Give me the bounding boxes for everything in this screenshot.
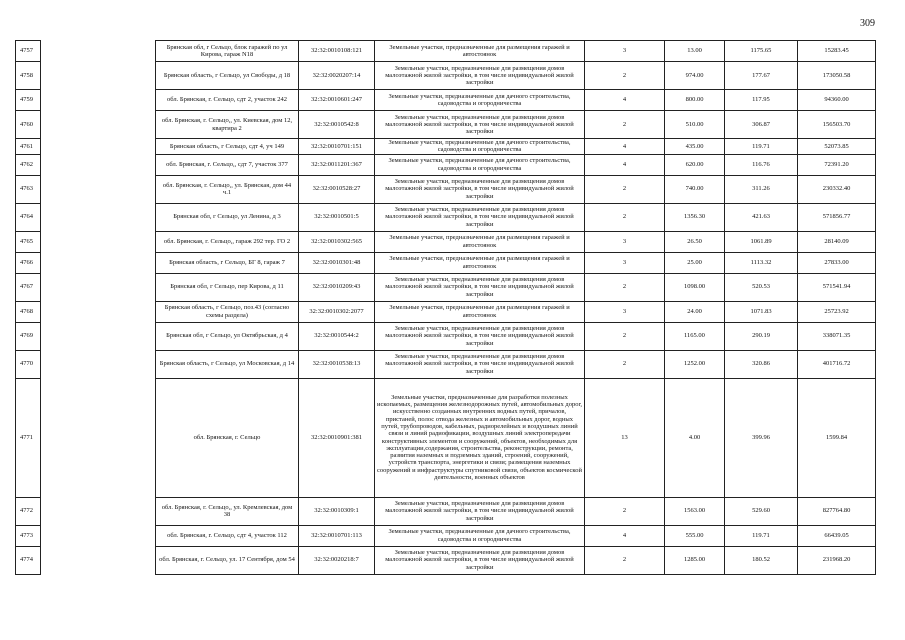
row-group: 2 (585, 62, 665, 90)
row-cadastral-value: 156503.70 (798, 111, 876, 139)
row-id: 4765 (16, 231, 41, 252)
row-group: 3 (585, 231, 665, 252)
row-area: 555.00 (665, 525, 725, 546)
table-row (16, 62, 876, 90)
row-address: Брянская область, г Сельцо, сдт 4, уч 149 (156, 139, 299, 155)
row-land-use: Земельные участки, предназначенные для размещения гаражей и автостоянок (375, 252, 585, 273)
row-address: обл. Брянская, г. Сельцо, сдт 4, участок 112 (156, 525, 299, 546)
row-cadastral-number: 32:32:0010538:13 (299, 350, 375, 378)
row-group: 4 (585, 90, 665, 111)
row-land-use: Земельные участки, предназначенные для размещения домов малоэтажной жилой застройки, в том числе индивидуальной жилой застройки (375, 497, 585, 525)
table-row (16, 154, 876, 175)
row-address: обл. Брянская, г. Сельцо (156, 378, 299, 497)
gap-cell (41, 273, 156, 301)
row-address: обл. Брянская, г. Сельцо, сдт 2, участок 242 (156, 90, 299, 111)
gap-cell (41, 90, 156, 111)
row-rate: 116.76 (725, 154, 798, 175)
row-group: 2 (585, 111, 665, 139)
row-cadastral-value: 72391.20 (798, 154, 876, 175)
row-group: 3 (585, 301, 665, 322)
row-cadastral-number: 32:32:0011201:367 (299, 154, 375, 175)
gap-cell (41, 175, 156, 203)
row-area: 974.00 (665, 62, 725, 90)
gap-cell (41, 497, 156, 525)
row-id: 4770 (16, 350, 41, 378)
gap-cell (41, 231, 156, 252)
row-id: 4767 (16, 273, 41, 301)
row-area: 1563.00 (665, 497, 725, 525)
row-cadastral-number: 32:32:0010544:2 (299, 322, 375, 350)
row-cadastral-value: 15283.45 (798, 41, 876, 62)
row-land-use: Земельные участки, предназначенные для размещения домов малоэтажной жилой застройки, в том числе индивидуальной жилой застройки (375, 350, 585, 378)
row-cadastral-value: 66439.05 (798, 525, 876, 546)
row-cadastral-value: 231968.20 (798, 546, 876, 574)
row-area: 25.00 (665, 252, 725, 273)
row-address: обл. Брянская, г. Сельцо, ул. 17 Сентября, дом 54 (156, 546, 299, 574)
table-row (16, 350, 876, 378)
row-land-use: Земельные участки, предназначенные для размещения домов малоэтажной жилой застройки, в том числе индивидуальной жилой застройки (375, 273, 585, 301)
row-cadastral-value: 52073.85 (798, 139, 876, 155)
table-row (16, 301, 876, 322)
row-land-use: Земельные участки, предназначенные для разработки полезных ископаемых, размещения железнодорожных путей, автомобильных дорог, искусственно созданных внутренних водных путей, причалов, пристаней, полос отвода железных и автомобильных дорог, водных путей, трубопроводов, кабельных, радиорелейных и воздушных линий связи и линий радиофикации, воздушных линий электропередачи конструктивных элементов и сооружений, объектов, необходимых для эксплуатации,содержания, строительства, реконструкции, ремонта, развития наземных и подземных зданий, строений, сооружений, устройств транспорта, энергетики и связи; размещения наземных сооружений и инфраструктуры спутниковой связи, объектов космической деятельности, военных объектов (375, 378, 585, 497)
gap-cell (41, 203, 156, 231)
row-group: 3 (585, 41, 665, 62)
row-address: обл. Брянская, г. Сельцо,, сдт 7, участок 377 (156, 154, 299, 175)
row-id: 4762 (16, 154, 41, 175)
row-group: 2 (585, 350, 665, 378)
row-cadastral-number: 32:32:0010309:1 (299, 497, 375, 525)
table-row (16, 139, 876, 155)
row-rate: 520.53 (725, 273, 798, 301)
table-row (16, 273, 876, 301)
row-area: 1285.00 (665, 546, 725, 574)
table-row (16, 111, 876, 139)
row-land-use: Земельные участки, предназначенные для размещения домов малоэтажной жилой застройки, в том числе индивидуальной жилой застройки (375, 111, 585, 139)
row-cadastral-number: 32:32:0010108:121 (299, 41, 375, 62)
row-id: 4764 (16, 203, 41, 231)
gap-cell (41, 378, 156, 497)
row-area: 24.00 (665, 301, 725, 322)
row-address: обл. Брянская, г. Сельцо,, ул. Киевская, дом 12, квартира 2 (156, 111, 299, 139)
table-row (16, 497, 876, 525)
table-row (16, 546, 876, 574)
row-id: 4761 (16, 139, 41, 155)
row-rate: 529.60 (725, 497, 798, 525)
row-id: 4757 (16, 41, 41, 62)
row-cadastral-value: 28140.09 (798, 231, 876, 252)
row-id: 4768 (16, 301, 41, 322)
table-row (16, 41, 876, 62)
row-area: 620.00 (665, 154, 725, 175)
row-id: 4773 (16, 525, 41, 546)
row-group: 4 (585, 154, 665, 175)
row-id: 4769 (16, 322, 41, 350)
gap-cell (41, 322, 156, 350)
row-group: 4 (585, 525, 665, 546)
row-area: 510.00 (665, 111, 725, 139)
row-address: Брянская область, г Сельцо, ул Московская, д 14 (156, 350, 299, 378)
row-cadastral-value: 827764.80 (798, 497, 876, 525)
row-land-use: Земельные участки, предназначенные для дачного строительства, садоводства и огородничества (375, 154, 585, 175)
row-cadastral-value: 94360.00 (798, 90, 876, 111)
gap-cell (41, 525, 156, 546)
row-group: 4 (585, 139, 665, 155)
row-address: Брянская обл, г Сельцо, пер Кирова, д 11 (156, 273, 299, 301)
row-rate: 1061.89 (725, 231, 798, 252)
table-row (16, 322, 876, 350)
table-row (16, 525, 876, 546)
row-land-use: Земельные участки, предназначенные для размещения домов малоэтажной жилой застройки, в том числе индивидуальной жилой застройки (375, 175, 585, 203)
row-rate: 1113.32 (725, 252, 798, 273)
row-id: 4771 (16, 378, 41, 497)
gap-cell (41, 62, 156, 90)
row-land-use: Земельные участки, предназначенные для размещения домов малоэтажной жилой застройки, в том числе индивидуальной жилой застройки (375, 203, 585, 231)
row-cadastral-number: 32:32:0010501:5 (299, 203, 375, 231)
row-area: 4.00 (665, 378, 725, 497)
row-cadastral-number: 32:32:0010209:43 (299, 273, 375, 301)
row-area: 740.00 (665, 175, 725, 203)
row-rate: 177.67 (725, 62, 798, 90)
row-cadastral-number: 32:32:0010901:381 (299, 378, 375, 497)
row-address: обл. Брянская, г. Сельцо,, гараж 292 тер. ГО 2 (156, 231, 299, 252)
table-body (16, 41, 876, 575)
row-area: 1252.00 (665, 350, 725, 378)
row-address: Брянская обл, г Сельцо, ул Ленина, д 3 (156, 203, 299, 231)
row-cadastral-number: 32:32:0020218:7 (299, 546, 375, 574)
row-group: 2 (585, 273, 665, 301)
row-area: 26.50 (665, 231, 725, 252)
table-row (16, 231, 876, 252)
table-row (16, 203, 876, 231)
row-address: Брянская область, г Сельцо, поз.43 (согласно схемы раздела) (156, 301, 299, 322)
row-rate: 399.96 (725, 378, 798, 497)
row-id: 4774 (16, 546, 41, 574)
land-registry-table (15, 40, 876, 575)
row-group: 13 (585, 378, 665, 497)
row-cadastral-number: 32:32:0010701:151 (299, 139, 375, 155)
row-address: Брянская область, г Сельцо, БГ 8, гараж 7 (156, 252, 299, 273)
row-cadastral-number: 32:32:0010301:48 (299, 252, 375, 273)
row-cadastral-value: 25723.92 (798, 301, 876, 322)
row-rate: 320.86 (725, 350, 798, 378)
row-rate: 311.26 (725, 175, 798, 203)
row-cadastral-number: 32:32:0010302:2077 (299, 301, 375, 322)
gap-cell (41, 139, 156, 155)
row-id: 4772 (16, 497, 41, 525)
row-area: 1165.00 (665, 322, 725, 350)
gap-cell (41, 350, 156, 378)
row-land-use: Земельные участки, предназначенные для размещения домов малоэтажной жилой застройки, в том числе индивидуальной жилой застройки (375, 322, 585, 350)
row-cadastral-value: 338071.35 (798, 322, 876, 350)
row-group: 2 (585, 203, 665, 231)
row-cadastral-number: 32:32:0010542:8 (299, 111, 375, 139)
row-rate: 306.87 (725, 111, 798, 139)
row-cadastral-number: 32:32:0010302:565 (299, 231, 375, 252)
row-id: 4763 (16, 175, 41, 203)
row-id: 4758 (16, 62, 41, 90)
row-id: 4759 (16, 90, 41, 111)
gap-cell (41, 301, 156, 322)
row-group: 2 (585, 175, 665, 203)
row-cadastral-value: 571541.94 (798, 273, 876, 301)
row-cadastral-number: 32:32:0010601:247 (299, 90, 375, 111)
table-row (16, 175, 876, 203)
table-row (16, 90, 876, 111)
row-address: обл. Брянская, г. Сельцо,, ул. Брянская, дом 44 ч.1 (156, 175, 299, 203)
row-rate: 119.71 (725, 525, 798, 546)
table-row (16, 378, 876, 497)
page-number: 309 (860, 18, 875, 29)
row-group: 3 (585, 252, 665, 273)
row-rate: 1175.65 (725, 41, 798, 62)
gap-cell (41, 111, 156, 139)
row-group: 2 (585, 322, 665, 350)
row-cadastral-value: 173050.58 (798, 62, 876, 90)
row-cadastral-value: 27833.00 (798, 252, 876, 273)
gap-cell (41, 546, 156, 574)
row-rate: 180.52 (725, 546, 798, 574)
row-rate: 421.63 (725, 203, 798, 231)
row-cadastral-number: 32:32:0010701:113 (299, 525, 375, 546)
row-id: 4760 (16, 111, 41, 139)
row-cadastral-value: 401716.72 (798, 350, 876, 378)
row-rate: 290.19 (725, 322, 798, 350)
row-land-use: Земельные участки, предназначенные для дачного строительства, садоводства и огородничества (375, 525, 585, 546)
row-land-use: Земельные участки, предназначенные для размещения гаражей и автостоянок (375, 231, 585, 252)
row-area: 1356.30 (665, 203, 725, 231)
row-group: 2 (585, 546, 665, 574)
row-area: 435.00 (665, 139, 725, 155)
gap-cell (41, 41, 156, 62)
row-land-use: Земельные участки, предназначенные для размещения домов малоэтажной жилой застройки, в том числе индивидуальной жилой застройки (375, 62, 585, 90)
row-cadastral-value: 230332.40 (798, 175, 876, 203)
row-land-use: Земельные участки, предназначенные для размещения гаражей и автостоянок (375, 41, 585, 62)
row-rate: 117.95 (725, 90, 798, 111)
gap-cell (41, 154, 156, 175)
row-address: Брянская обл, г Сельцо, блок гаражей по ул Кирова, гараж N18 (156, 41, 299, 62)
row-land-use: Земельные участки, предназначенные для дачного строительства, садоводства и огородничества (375, 139, 585, 155)
table-row (16, 252, 876, 273)
row-address: Брянская обл, г Сельцо, ул Октябрьская, д 4 (156, 322, 299, 350)
row-group: 2 (585, 497, 665, 525)
row-address: Брянская область, г Сельцо, ул Свободы, д 18 (156, 62, 299, 90)
row-cadastral-number: 32:32:0010528:27 (299, 175, 375, 203)
row-id: 4766 (16, 252, 41, 273)
row-cadastral-value: 1599.84 (798, 378, 876, 497)
row-area: 800.00 (665, 90, 725, 111)
row-cadastral-number: 32:32:0020207:14 (299, 62, 375, 90)
row-address: обл. Брянская, г. Сельцо,, ул. Кремлевская, дом 38 (156, 497, 299, 525)
row-land-use: Земельные участки, предназначенные для дачного строительства, садоводства и огородничества (375, 90, 585, 111)
row-land-use: Земельные участки, предназначенные для размещения гаражей и автостоянок (375, 301, 585, 322)
row-area: 1098.00 (665, 273, 725, 301)
row-area: 13.00 (665, 41, 725, 62)
row-rate: 1071.83 (725, 301, 798, 322)
row-rate: 119.71 (725, 139, 798, 155)
gap-cell (41, 252, 156, 273)
row-land-use: Земельные участки, предназначенные для размещения домов малоэтажной жилой застройки, в том числе индивидуальной жилой застройки (375, 546, 585, 574)
row-cadastral-value: 571856.77 (798, 203, 876, 231)
